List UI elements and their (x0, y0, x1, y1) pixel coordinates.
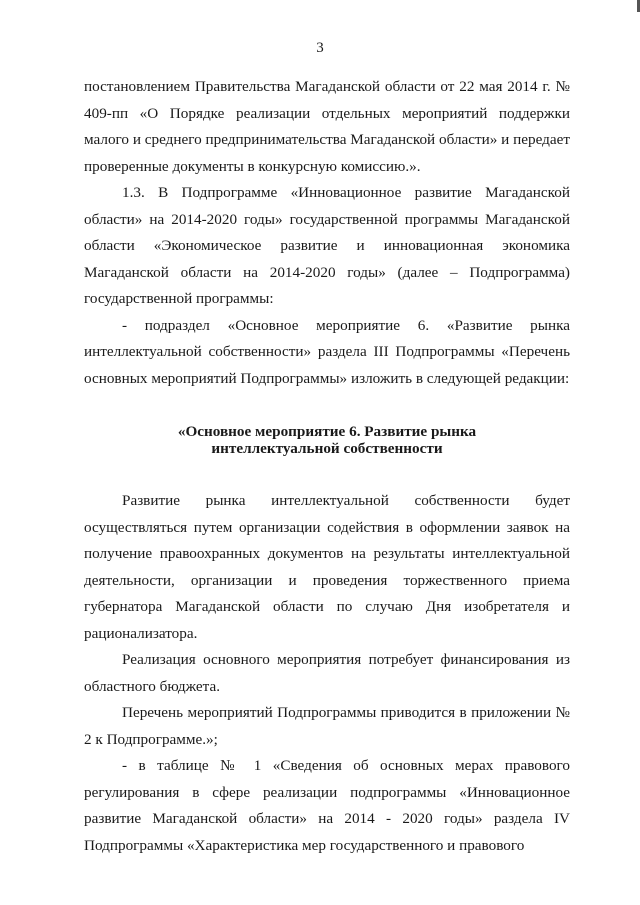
paragraph-resolution-continuation: постановлением Правительства Магаданской области от 22 мая 2014 г. № 409-пп «О Порядке реализации отдельных мероприятий поддержки малого и среднего предпринимательства Магаданской области» и передает проверенные документы в конкурсную комиссию.». (84, 78, 570, 175)
section-heading (84, 423, 570, 457)
paragraph-activities-list: Перечень мероприятий Подпрограммы приводится в приложении № 2 к Подпрограмме.»; (84, 704, 570, 748)
section-heading-line-1: «Основное мероприятие 6. Развитие рынка (177, 423, 477, 440)
paragraph-financing: Реализация основного мероприятия потребует финансирования из областного бюджета. (84, 651, 570, 695)
paragraph-item-1-3: 1.3. В Подпрограмме «Инновационное развитие Магаданской области» на 2014-2020 годы» государственной программы Магаданской области «Экономическое развитие и инновационная экономика Магаданской области на 2014-2020 годы» (далее – Подпрограмма) государственной программы: (84, 184, 570, 307)
text-block-lower (84, 488, 570, 859)
paragraph-market-development: Развитие рынка интеллектуальной собственности будет осуществляться путем организации содействия в оформлении заявок на получение правоохранных документов на результаты интеллектуальной деятельности, организации и проведения торжественного приема губернатора Магаданской области по случаю Дня изобретателя и рационализатора. (84, 492, 570, 642)
paragraph-subsection-change: - подраздел «Основное мероприятие 6. «Развитие рынка интеллектуальной собственности» раздела III Подпрограммы «Перечень основных мероприятий Подпрограммы» изложить в следующей редакции: (84, 316, 570, 387)
section-heading-line-2: интеллектуальной собственности (211, 440, 443, 457)
text-block-upper (84, 74, 570, 392)
paragraph-table-change: - в таблице № 1 «Сведения об основных мерах правового регулирования в сфере реализации подпрограммы «Инновационное развитие Магаданской области» на 2014 - 2020 годы» раздела IV Подпрограммы «Характеристика мер государственного и правового (84, 757, 570, 854)
page-number: 3 (316, 40, 324, 56)
